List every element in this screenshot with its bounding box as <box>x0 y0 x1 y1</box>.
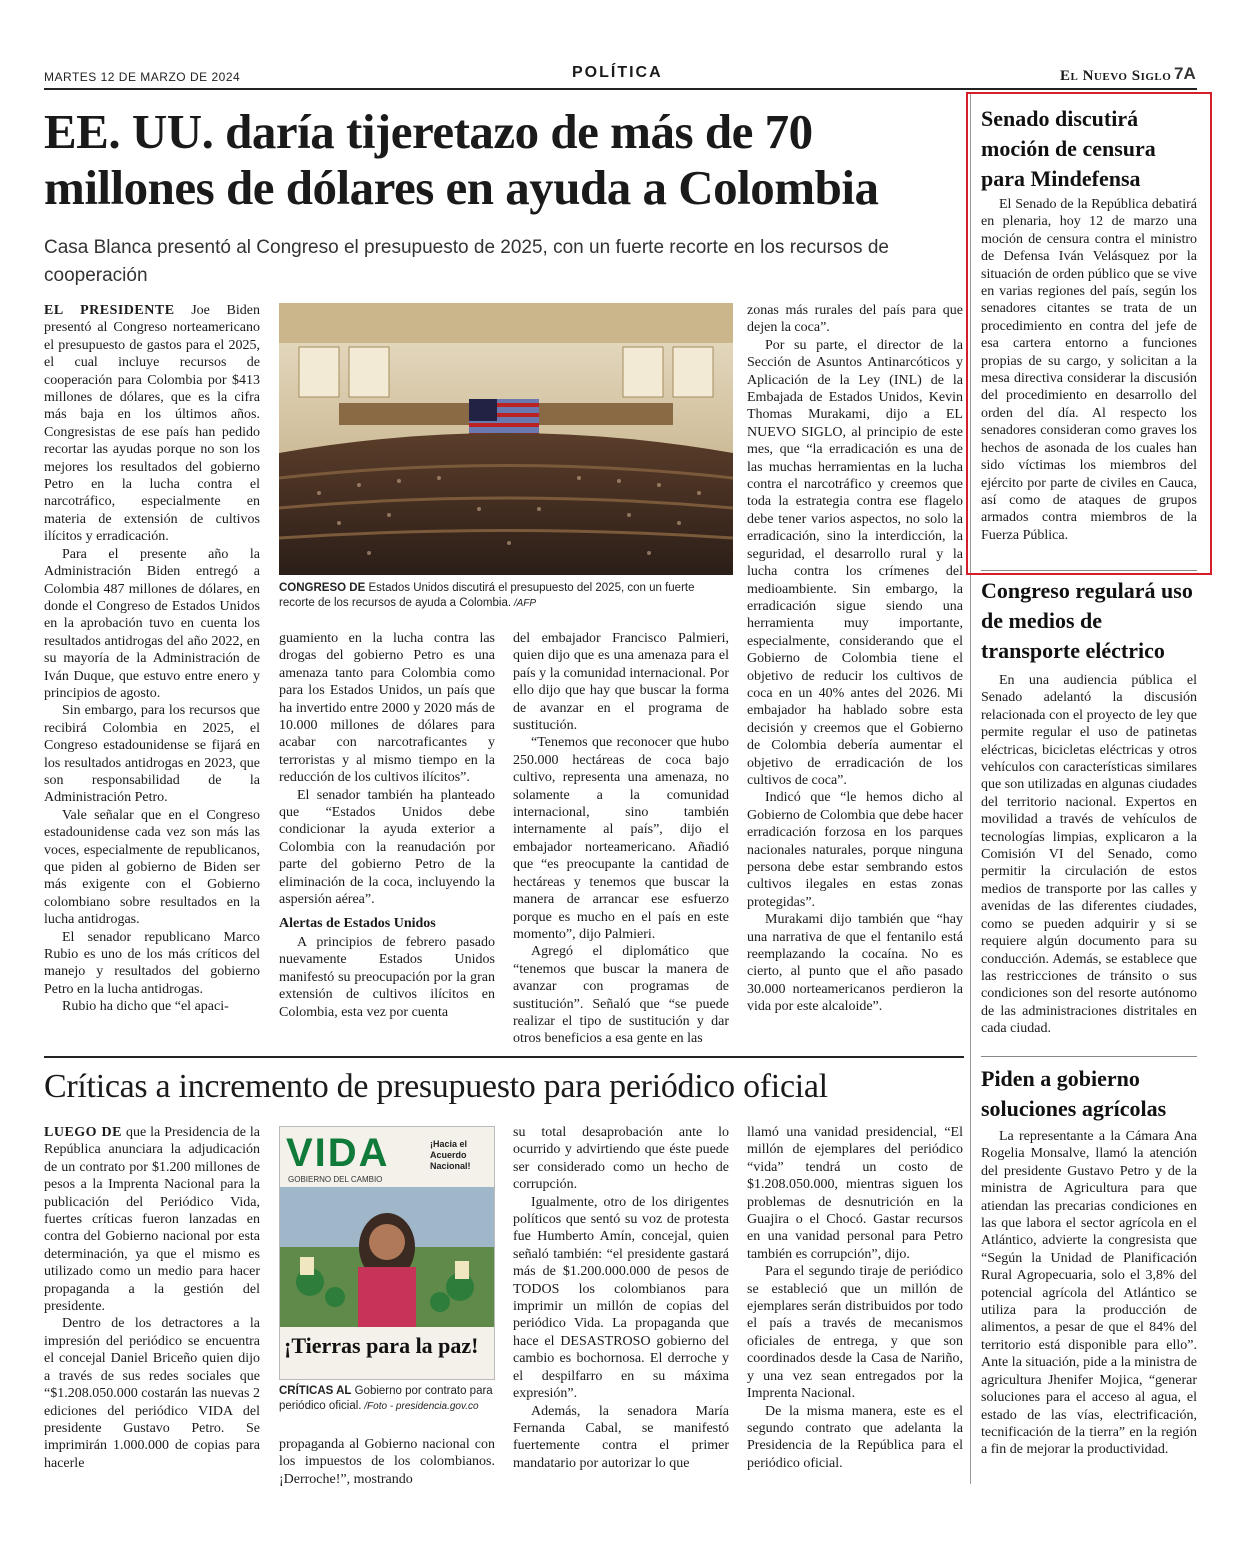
paragraph: El senador republicano Marco Rubio es uno de los más críticos del manejo y resultados del gobierno Petro en la lucha antidrogas. <box>44 929 260 997</box>
paragraph: De la misma manera, este es el segundo contrato que adelanta la Presidencia de la República para el periódico oficial. <box>747 1403 963 1471</box>
lead-in: EL PRESIDENTE <box>44 303 175 318</box>
paragraph: El senador también ha planteado que “Estados Unidos debe condicionar la ayuda exterior a Colombia con la reanudación por parte del gobierno Petro de la eliminación de la coca, incluyendo la aspersión aérea”. <box>279 787 495 908</box>
vida-cover-photo <box>280 1187 494 1327</box>
vida-masthead: VIDA <box>286 1131 390 1175</box>
section-name: POLÍTICA <box>572 64 663 81</box>
paragraph: Vale señalar que en el Congreso estadounidense cada vez son más las voces, especialmente de republicanos, que piden al gobierno de Biden ser más exigente con el Gobierno colombiano sobre resultados en la lucha antidrogas. <box>44 807 260 928</box>
vida-newspaper-cover <box>279 1126 495 1380</box>
sidebar-article-title: Senado discutirá moción de censura para Mindefensa <box>981 106 1156 191</box>
paragraph: “Tenemos que reconocer que hubo 250.000 hectáreas de coca bajo cultivo, representa una amenaza, no solamente a la comunidad internacional, sino también internamente al país”, dijo el embajador norteamericano. Añadió que “es preocupante la cantidad de hectáreas y tenemos que buscar la manera de arrancar ese esfuerzo porque es mucho en el país en este momento”, dijo Palmieri. <box>513 735 729 942</box>
paragraph: Además, la senadora María Fernanda Cabal, se manifestó fuertemente contra el primer mandatario por autorizar lo que <box>513 1403 729 1471</box>
paragraph: Para el presente año la Administración Biden entregó a Colombia 487 millones de dólares, en donde el Congreso de Estados Unidos en la aprobación tuvo en cuenta los resultados antidrogas del año 2022, en su mayoría de la Administración de Iván Duque, que estuvo entre enero y principios de agosto. <box>44 546 260 701</box>
paragraph: Murakami dijo también que “hay una narrativa de que el fentanilo está reemplazando la cocaína. No es cierto, al punto que el año pasado 30.000 norteamericanos perdieron la vida por este alcaloide”. <box>747 912 963 1015</box>
paragraph: Agregó el diplomático que “tenemos que buscar la manera de avanzar con programas de sustitución”. Señaló que “se puede realizar el tipo de sustitución y dar otros beneficios a esa gente en las <box>513 944 729 1047</box>
sidebar-article-text: La representante a la Cámara Ana Rogelia Monsalve, llamó la atención del presidente Gustavo Petro y de la ministra de Agricultura para que atiendan las precarias condiciones en las que labora el sector agrícola en el Atlántico, advierte la congresista que “Según la Unidad de Planificación Rural Agropecuaria, solo el 3,8% del potencial agrícola del Atlántico se utiliza para la producción de alimentos, a pesar de que el 84% del territorio está disponible para ello”. Ante la situación, pide a la ministra de agricultura Jhenifer Mojica, “generar soluciones para el acceso al agua, el estado de las vías, electrificación, tecnificación de la tierra” en la región a fin de mejorar la productividad. <box>981 1129 1197 1458</box>
paragraph: guamiento en la lucha contra las drogas del gobierno Petro es una amenaza tanto para Colombia como para los Estados Unidos, un país que ha invertido entre 2000 y 2020 más de 10.000 millones de dólares para acabar con narcotraficantes y terroristas y al mismo tiempo en la reducción de los cultivos ilícitos”. <box>279 631 495 786</box>
paragraph: Igualmente, otro de los dirigentes políticos que sentó su voz de protesta fue Humberto Amín, concejal, quien señaló también: “el presidente gastará más de $1.200.000.000 de pesos de TODOS los colombianos para imprimir un millón de copias del periódico Vida. La propaganda que hace el DESASTROSO gobierno del cambio es bochornosa. El derroche y el despilfarro en su máxima expresión”. <box>513 1194 729 1402</box>
second-column-4 <box>747 1124 963 1472</box>
newspaper-name: El Nuevo Siglo <box>1060 68 1172 84</box>
sidebar-article-title: Congreso regulará uso de medios de transporte eléctrico <box>981 578 1193 663</box>
issue-date: MARTES 12 DE MARZO DE 2024 <box>44 70 241 84</box>
congress-photo-caption: CONGRESO DE Estados Unidos discutirá el presupuesto del 2025, con un fuerte recorte de los recursos de ayuda a Colombia. /AFP <box>279 582 695 609</box>
main-column-2 <box>279 630 495 1021</box>
second-column-2 <box>279 1436 495 1488</box>
vida-photo-caption: CRÍTICAS AL Gobierno por contrato para periódico oficial. /Foto - presidencia.gov.co <box>279 1385 493 1412</box>
paragraph: del embajador Francisco Palmieri, quien dijo que es una amenaza para el país y la comunidad internacional. Por ello dijo que hay que buscar la forma de avanzar en el programa de sustitución. <box>513 631 729 734</box>
second-column-3 <box>513 1124 729 1472</box>
header-rule <box>44 88 1197 90</box>
paragraph: A principios de febrero pasado nuevamente Estados Unidos manifestó su preocupación por la gran extensión de cultivos ilícitos en Colombia, esta vez por cuenta <box>279 934 495 1020</box>
page-number: 7A <box>1174 64 1196 83</box>
paragraph: Rubio ha dicho que “el apaci- <box>62 999 229 1015</box>
paragraph: llamó una vanidad presidencial, “El millón de ejemplares del periódico “vida” tendrá un costo de $1.208.050.000, mientras siguen los problemas de desnutrición en la Guajira o el Chocó. Gastar recursos en una vanidad personal para Petro también es corrupción”, dijo. <box>747 1125 963 1262</box>
section-subtitle: Alertas de Estados Unidos <box>279 915 436 931</box>
paragraph: Sin embargo, para los recursos que recibirá Colombia en 2025, el Congreso estadounidense se fijará en los resultados antidrogas en 2023, que son responsabilidad de la Administración Petro. <box>44 703 260 806</box>
vida-tagline: GOBIERNO DEL CAMBIO <box>288 1175 383 1184</box>
sidebar-rule <box>981 570 1197 571</box>
paragraph: Para el segundo tiraje de periódico se estableció que un millón de ejemplares serán distribuidos por todo el país a través de mecanismos oficiales de entrega, y que son coordinados desde la Casa de Nariño, y una vez sean entregados por la Imprenta Nacional. <box>747 1264 963 1402</box>
sidebar-article-title: Piden a gobierno soluciones agrícolas <box>981 1066 1167 1121</box>
sidebar-article-text: En una audiencia pública el Senado adelantó la discusión relacionada con el proyecto de ley que permite regular el uso de patinetas eléctricas, bicicletas eléctricas y otros vehículos con características similares que son utilizadas en algunas ciudades del territorio nacional. Expertos en movilidad a través de vehículos de tecnologías limpias, explicaron a la Comisión VI del Senado, como permitir la circulación de estos medios de transporte por las calles y avenidas de las diferentes ciudades, como se pueden adquirir y si se requiere algún documento para su conducción. Además, se establece que las restricciones de tránsito o sus condiciones son del resorte autónomo de las administraciones distritales en cada ciudad. <box>981 673 1197 1037</box>
section-divider <box>44 1056 964 1058</box>
paragraph: zonas más rurales del país para que dejen la coca”. <box>747 303 963 336</box>
sidebar-article-text: El Senado de la República debatirá en plenaria, hoy 12 de marzo una moción de censura contra el ministro de Defensa Iván Velásquez por la situación de orden público que se vive en varias regiones del país, según los senadores citantes se trata de un procedimiento en contra del jefe de esa cartera entorno a funciones propias de su cargo, y solicitan a la mesa directiva considerar la discusión del procedimiento en desarrollo del orden del día. Al respecto los senadores consideran como graves los hechos de asonada de los cuales han sido víctimas los miembros del ejército por parte de civiles en Cauca, así como de ataques de grupos armados contra miembros de la Fuerza Pública. <box>981 197 1197 543</box>
paragraph: Por su parte, el director de la Sección de Asuntos Antinarcóticos y Aplicación de la Ley (INL) de la Embajada de Estados Unidos, Kevin Thomas Murakami, dijo a EL NUEVO SIGLO, al principio de este mes, que “la erradicación es una de las muchas herramientas en la lucha contra el narcotráfico y creemos que toda la estrategia contra ese flagelo debe tener varios aspectos, no solo la erradicación, sino la interdicción, la seguridad, el desarrollo rural y la lucha contra los crímenes del medioambiente. Sin embargo, la erradicación sigue siendo una herramienta muy importante, especialmente, considerando que el Gobierno de Colombia tiene el objetivo de reducir los cultivos de coca en un 40% antes del 2026. Mi embajador ha hablado sobre esta decisión y creemos que el Gobierno de Colombia debería aumentar el objetivo de erradicación de los cultivos de coca”. <box>747 337 963 788</box>
main-subhead: Casa Blanca presentó al Congreso el presupuesto de 2025, con un fuerte recorte en los recursos de cooperación <box>44 237 889 286</box>
main-column-1 <box>44 302 260 1016</box>
paragraph: EL PRESIDENTE Joe Biden presentó al Congreso norteamericano el presupuesto de gastos para el 2025, el cual incluye recursos de cooperación para Colombia por $413 millones de dólares, que es la cifra más baja en los últimos años. Congresistas de ese país han pedido recortar las ayudas porque no son los mejores los resultados del gobierno Petro en la lucha contra el narcotráfico, especialmente en materia de extensión de cultivos ilícitos y erradicación. <box>44 303 260 545</box>
main-headline: EE. UU. daría tijeretazo de más de 70 millones de dólares en ayuda a Colombia <box>44 104 879 215</box>
paragraph: Dentro de los detractores a la impresión del periódico se encuentra el concejal Daniel Briceño quien dijo a través de sus redes sociales que “$1.208.050.000 costarán las nuevas 2 ediciones del periódico VIDA del presidente Gustavo Petro. Se imprimirán 1.000.000 de copias para hacerle <box>44 1316 260 1471</box>
paragraph: su total desaprobación ante lo ocurrido y advirtiendo que éste puede ser considerado como un hecho de corrupción. <box>513 1125 729 1193</box>
main-column-3 <box>513 630 729 1048</box>
main-column-4 <box>747 302 963 1016</box>
second-column-1 <box>44 1124 260 1472</box>
paragraph: LUEGO DE que la Presidencia de la República anunciara la adjudicación de un contrato por $1.200 millones de pesos a la Imprenta Nacional para la publicación del Periódico Vida, fuertes críticas fueron lanzadas en contra del Gobierno nacional por esta determinación, ya que el mismo es utilizado como un medio para hacer propaganda a la gestión del presidente. <box>44 1125 260 1315</box>
paragraph: Indicó que “le hemos dicho al Gobierno de Colombia que debe hacer erradicación forzosa en los parques nacionales naturales, porque ninguna persona debe estar sembrando estos cultivos ilegales en estas zonas protegidas”. <box>747 790 963 910</box>
congress-photo <box>279 303 733 575</box>
vida-side-headline: ¡Hacia el Acuerdo Nacional! <box>430 1139 471 1171</box>
sidebar-rule <box>981 1056 1197 1057</box>
lead-in: LUEGO DE <box>44 1125 122 1140</box>
paragraph: propaganda al Gobierno nacional con los impuestos de los colombianos. ¡Derroche!”, mostrando <box>279 1437 495 1487</box>
vida-banner: ¡Tierras para la paz! <box>284 1333 479 1358</box>
second-headline: Críticas a incremento de presupuesto para periódico oficial <box>44 1068 828 1105</box>
